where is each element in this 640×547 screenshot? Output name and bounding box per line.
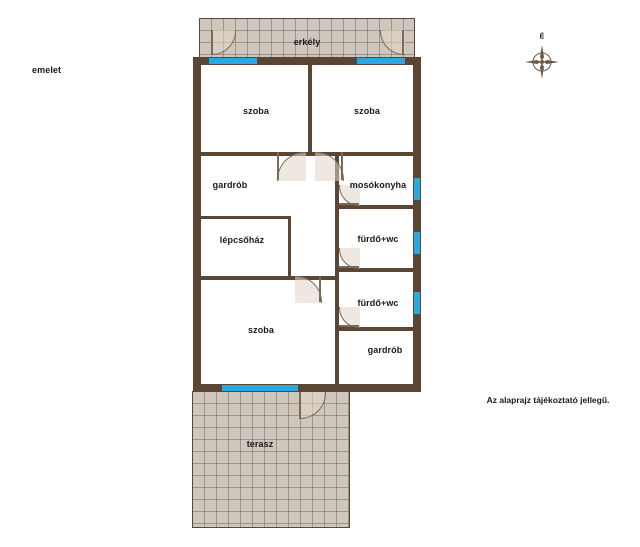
terrace-outline-left (192, 391, 193, 528)
door-szoba-2 (315, 152, 344, 181)
window-furdo-wc-1 (414, 232, 420, 254)
door-leaf-terrace (299, 392, 301, 418)
window-balcony-right (357, 58, 405, 64)
room-label-furdo-wc-1: fürdő+wc (357, 234, 399, 244)
interior-wall-stairs-right (288, 216, 291, 278)
room-label-gardrob-1: gardrób (212, 180, 248, 190)
terrace-outline-right (349, 391, 350, 528)
terrace-outline-bottom (192, 527, 350, 528)
window-bottom-room (222, 385, 298, 391)
floor-label: emelet (32, 65, 62, 75)
compass-north-label: É (539, 33, 545, 41)
interior-wall-bath2-bottom (339, 327, 413, 331)
room-label-szoba-3: szoba (247, 325, 275, 335)
interior-wall-mosokonyha-bottom (339, 205, 413, 209)
interior-wall-bath1-bottom (339, 268, 413, 272)
door-leaf-szoba-3 (319, 276, 321, 302)
door-leaf-balcony-right (402, 30, 404, 54)
door-leaf-szoba-2 (341, 152, 343, 180)
balcony-outline-left (199, 18, 200, 58)
door-leaf-furdo-wc-1 (339, 266, 359, 268)
interior-wall-top-rooms (201, 152, 413, 156)
door-leaf-furdo-wc-2 (339, 325, 359, 327)
door-szoba-3 (295, 276, 322, 303)
interior-wall-stairs-top (201, 216, 291, 219)
room-label-mosokonyha: mosókonyha (349, 180, 407, 190)
disclaimer-text: Az alaprajz tájékoztató jellegű. (486, 395, 610, 405)
exterior-wall-left (193, 57, 201, 392)
room-label-szoba-1: szoba (242, 106, 270, 116)
window-furdo-wc-2 (414, 292, 420, 314)
door-szoba-1 (277, 152, 306, 181)
balcony-outline-right (414, 18, 415, 58)
room-label-lepcsohaz: lépcsőház (219, 235, 265, 245)
room-label-furdo-wc-2: fürdő+wc (357, 298, 399, 308)
room-label-erkely: erkély (293, 37, 321, 47)
door-leaf-balcony-left (211, 30, 213, 54)
room-label-terasz: terasz (246, 439, 274, 449)
window-mosokonyha (414, 178, 420, 200)
balcony-outline-top (199, 18, 415, 19)
window-balcony-left (209, 58, 257, 64)
interior-wall-between-top-rooms (308, 65, 312, 152)
door-leaf-szoba-1 (277, 152, 279, 180)
room-label-szoba-2: szoba (353, 106, 381, 116)
exterior-wall-right (413, 57, 421, 392)
room-label-gardrob-2: gardrób (367, 345, 403, 355)
terrace-area (192, 391, 350, 528)
door-leaf-mosokonyha (339, 203, 359, 205)
compass-rose (522, 42, 562, 82)
